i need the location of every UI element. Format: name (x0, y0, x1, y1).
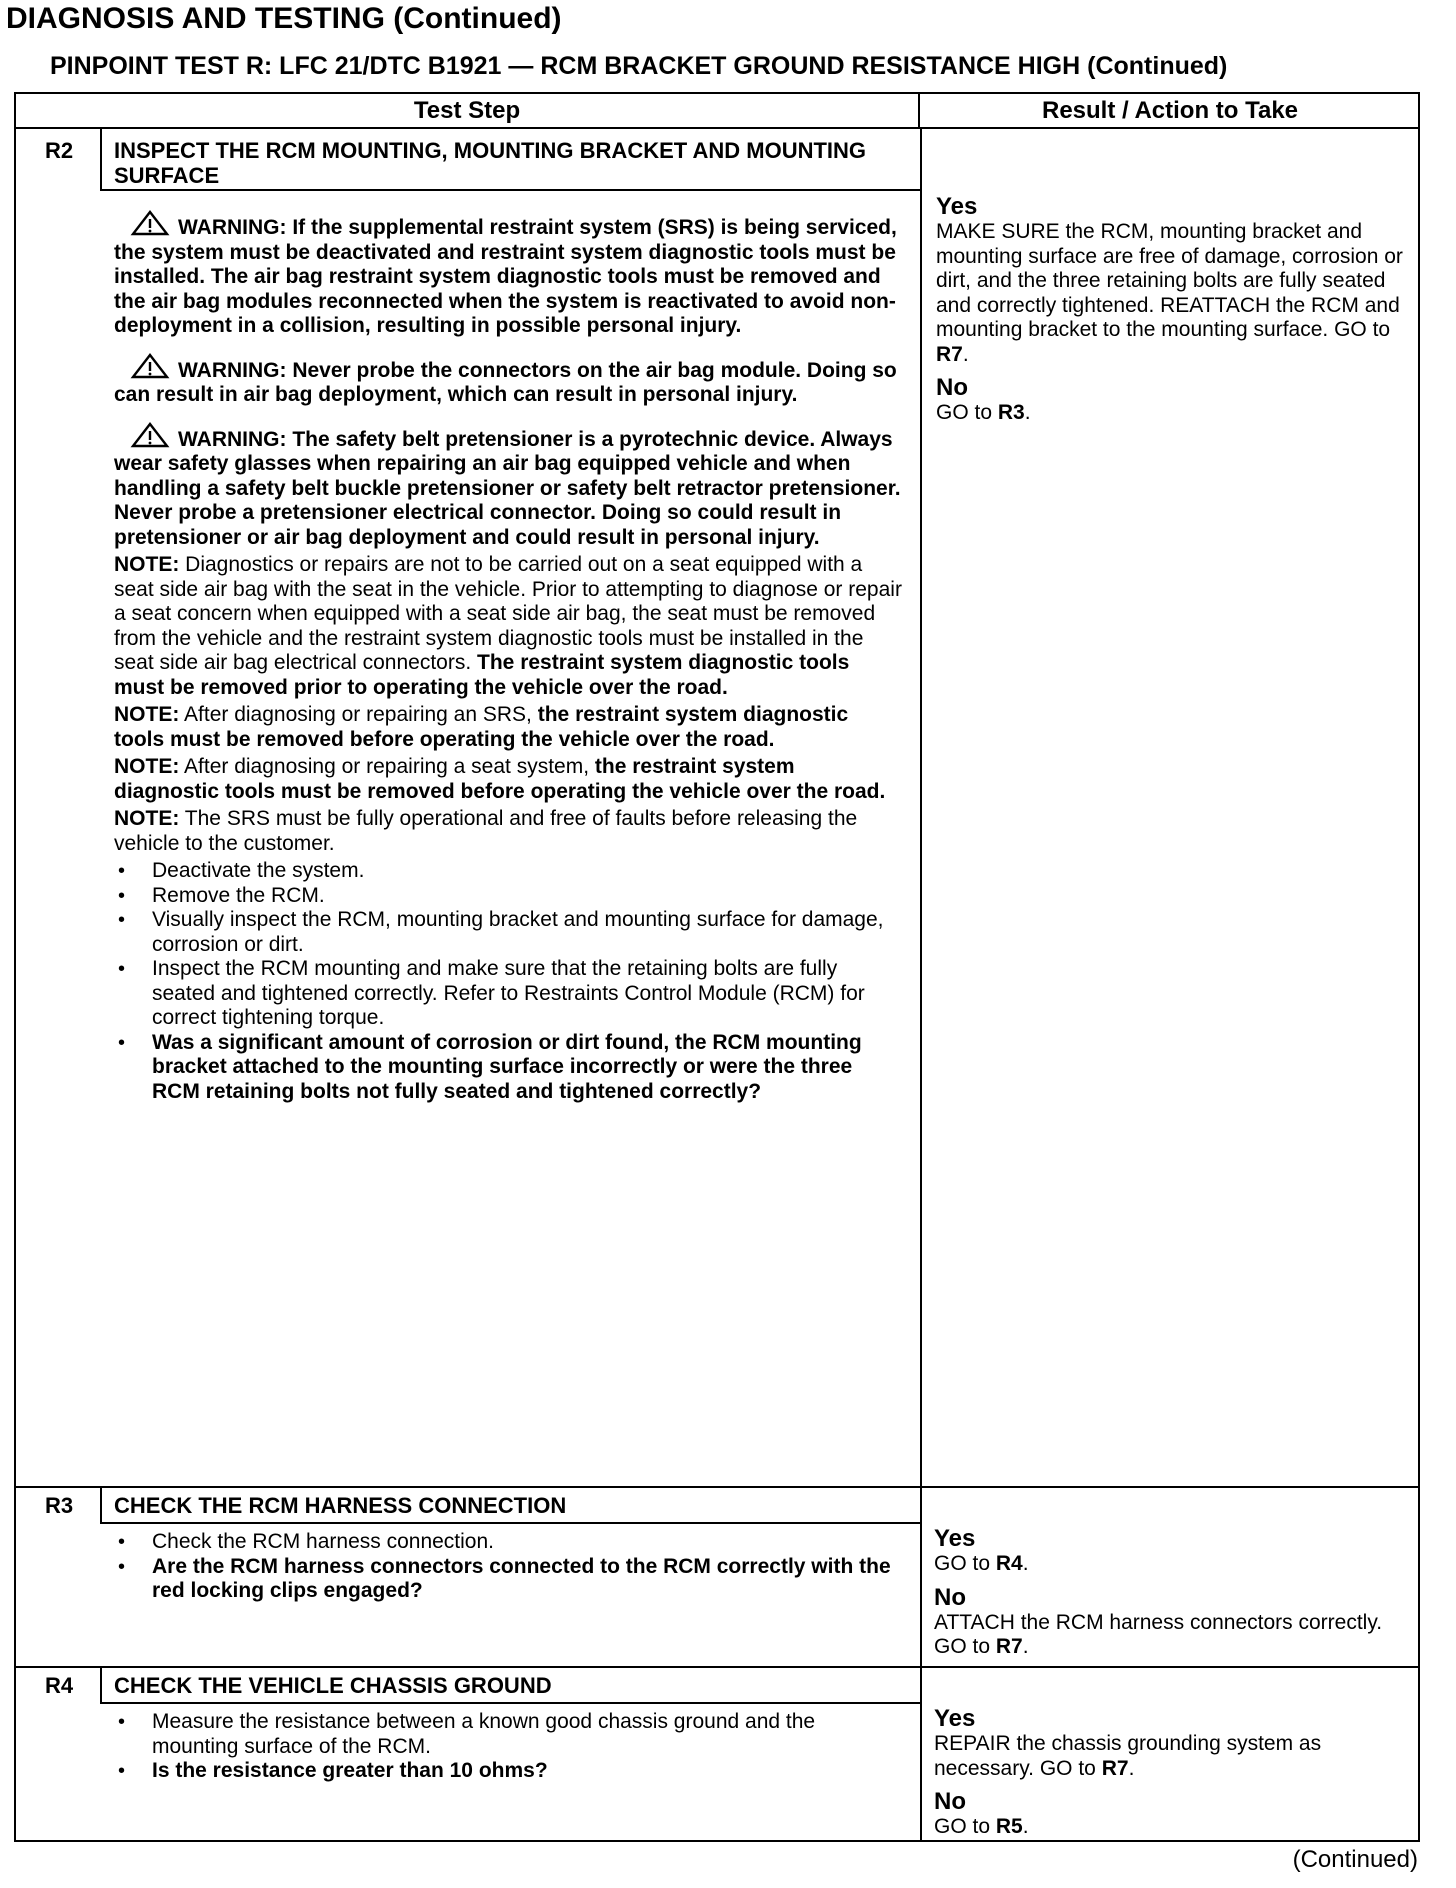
warning-triangle-icon (130, 422, 170, 448)
list-item-question: • Was a significant amount of corrosion or dirt found, the RCM mounting bracket attached to the mounting surface incorrectly or were the three RCM retaining bolts not fully seated and tightened correctly? (118, 1030, 862, 1103)
step-id-r4: R4 (44, 1673, 74, 1698)
step-head-divider (100, 189, 920, 191)
note-after-seat-system (114, 755, 904, 804)
step-bullets-r4 (114, 1710, 904, 1784)
note-after-srs (114, 703, 904, 752)
bullet-icon: • (118, 1711, 126, 1733)
result-r2 (936, 194, 1420, 434)
step-title-r3: CHECK THE RCM HARNESS CONNECTION (114, 1493, 567, 1518)
bullet-icon: • (118, 1031, 126, 1054)
bullet-icon: • (118, 1555, 126, 1578)
list-item: • Remove the RCM. (118, 883, 325, 907)
list-item: • Check the RCM harness connection. (118, 1530, 494, 1553)
note-srs-operational (114, 807, 904, 856)
result-no-action: GO to R5. (934, 1815, 1029, 1838)
step-bullets-r3 (114, 1530, 904, 1604)
note-text: After diagnosing or repairing an SRS, (184, 703, 532, 726)
result-yes-action: GO to R4. (934, 1552, 1029, 1575)
result-yes-label: Yes (934, 1705, 976, 1732)
list-item: • Measure the resistance between a known good chassis ground and the mounting surface of the RCM. (118, 1710, 816, 1758)
bullet-icon: • (118, 884, 126, 907)
warning-pretensioner (114, 422, 904, 551)
column-header-result: Result / Action to Take (920, 94, 1420, 129)
step-head-divider (100, 1702, 920, 1704)
step-id-r2: R2 (44, 138, 74, 163)
pinpoint-test-table (14, 92, 1420, 1842)
note-label: NOTE: (114, 755, 180, 778)
row-divider-r4 (16, 1666, 1420, 1668)
warning-pretensioner-text: WARNING: The safety belt pretensioner is a pyrotechnic device. Always wear safety glasses when repairing an air bag equipped vehicle and when handling a safety belt buckle pretensioner or safety belt retractor pretensioner. Never probe a pretensioner electrical connector. Doing so could result in pretensioner or air bag deployment and could result in personal injury. (114, 427, 901, 549)
warning-probe (114, 353, 904, 408)
column-header-test-step: Test Step (16, 94, 920, 129)
note-seat-side-airbag (114, 553, 904, 700)
step-title-r4: CHECK THE VEHICLE CHASSIS GROUND (114, 1673, 552, 1698)
note-bold-text: the restraint system diagnostic tools must be removed before operating the vehicle over the road. (114, 755, 886, 803)
warning-srs-text: WARNING: If the supplemental restraint system (SRS) is being serviced, the system must be deactivated and restraint system diagnostic tools must be installed. The air bag restraint system diagnostic tools must be removed and the air bag modules reconnected when the system is reactivated to avoid non-deployment in a collision, resulting in possible personal injury. (114, 216, 897, 337)
list-item: • Deactivate the system. (118, 859, 365, 882)
result-yes-action: REPAIR the chassis grounding system as necessary. GO to R7. (934, 1732, 1322, 1780)
note-label: NOTE: (114, 807, 180, 830)
note-bold-text: The restraint system diagnostic tools must be removed prior to operating the vehicle over the road. (114, 651, 850, 699)
note-bold-text: the restraint system diagnostic tools must be removed before operating the vehicle over the road. (114, 703, 849, 751)
warning-probe-text: WARNING: Never probe the connectors on the air bag module. Doing so can result in air bag deployment, which can result in personal injury. (114, 358, 897, 406)
note-text: Diagnostics or repairs are not to be carried out on a seat equipped with a seat side air bag with the seat in the vehicle. Prior to attempting to diagnose or repair a seat concern when equipped with a seat side air bag, the seat must be removed from the vehicle and the restraint system diagnostic tools must be installed in the seat side air bag electrical connectors. (114, 553, 902, 674)
row-divider-r3 (16, 1486, 1420, 1488)
step-title-r2: INSPECT THE RCM MOUNTING, MOUNTING BRACKET AND MOUNTING SURFACE (114, 138, 867, 188)
list-item-question: • Is the resistance greater than 10 ohms? (118, 1759, 548, 1782)
warning-triangle-icon (130, 353, 170, 379)
step-content-r3 (114, 1530, 904, 1604)
continued-label: (Continued) (1292, 1846, 1418, 1873)
result-no-label: No (934, 1788, 966, 1815)
list-item: • Inspect the RCM mounting and make sure that the retaining bolts are fully seated and tightened correctly. Refer to Restraints Control Module (RCM) for correct tightening torque. (118, 957, 865, 1029)
result-yes-action: MAKE SURE the RCM, mounting bracket and mounting surface are free of damage, corrosion or dirt, and the three retaining bolts are fully seated and correctly tightened. REATTACH the RCM and mounting bracket to the mounting surface. GO to R7. (936, 220, 1403, 366)
step-id-r3: R3 (44, 1493, 74, 1518)
result-no-action: GO to R3. (936, 401, 1031, 424)
result-r3 (934, 1526, 1420, 1668)
bullet-icon: • (118, 909, 126, 931)
list-item: • Visually inspect the RCM, mounting bracket and mounting surface for damage, corrosion or dirt. (118, 908, 884, 956)
step-bullets-r2 (114, 859, 904, 1104)
bullet-icon: • (118, 1531, 126, 1553)
result-no-label: No (934, 1583, 966, 1611)
warning-triangle-icon (130, 210, 170, 236)
page-title: DIAGNOSIS AND TESTING (Continued) (6, 2, 562, 35)
note-text: After diagnosing or repairing a seat system, (184, 755, 590, 778)
note-label: NOTE: (114, 703, 180, 726)
result-no-action: ATTACH the RCM harness connectors correctly. GO to R7. (934, 1610, 1383, 1658)
list-item-question: • Are the RCM harness connectors connected to the RCM correctly with the red locking clips engaged? (118, 1554, 891, 1602)
warning-srs (114, 210, 904, 339)
note-label: NOTE: (114, 553, 180, 576)
bullet-icon: • (118, 860, 126, 882)
result-no-label: No (936, 374, 968, 401)
step-head-divider (100, 1522, 920, 1524)
pinpoint-test-title: PINPOINT TEST R: LFC 21/DTC B1921 — RCM BRACKET GROUND RESISTANCE HIGH (Continued) (50, 52, 1228, 80)
bullet-icon: • (118, 958, 126, 980)
result-yes-label: Yes (936, 193, 978, 220)
bullet-icon: • (118, 1760, 126, 1782)
step-content-r4 (114, 1710, 904, 1784)
result-r4 (934, 1706, 1420, 1842)
step-content-r2 (114, 210, 904, 1104)
result-yes-label: Yes (934, 1525, 976, 1552)
column-divider (920, 129, 922, 1842)
note-text: The SRS must be fully operational and free of faults before releasing the vehicle to the customer. (114, 807, 858, 855)
